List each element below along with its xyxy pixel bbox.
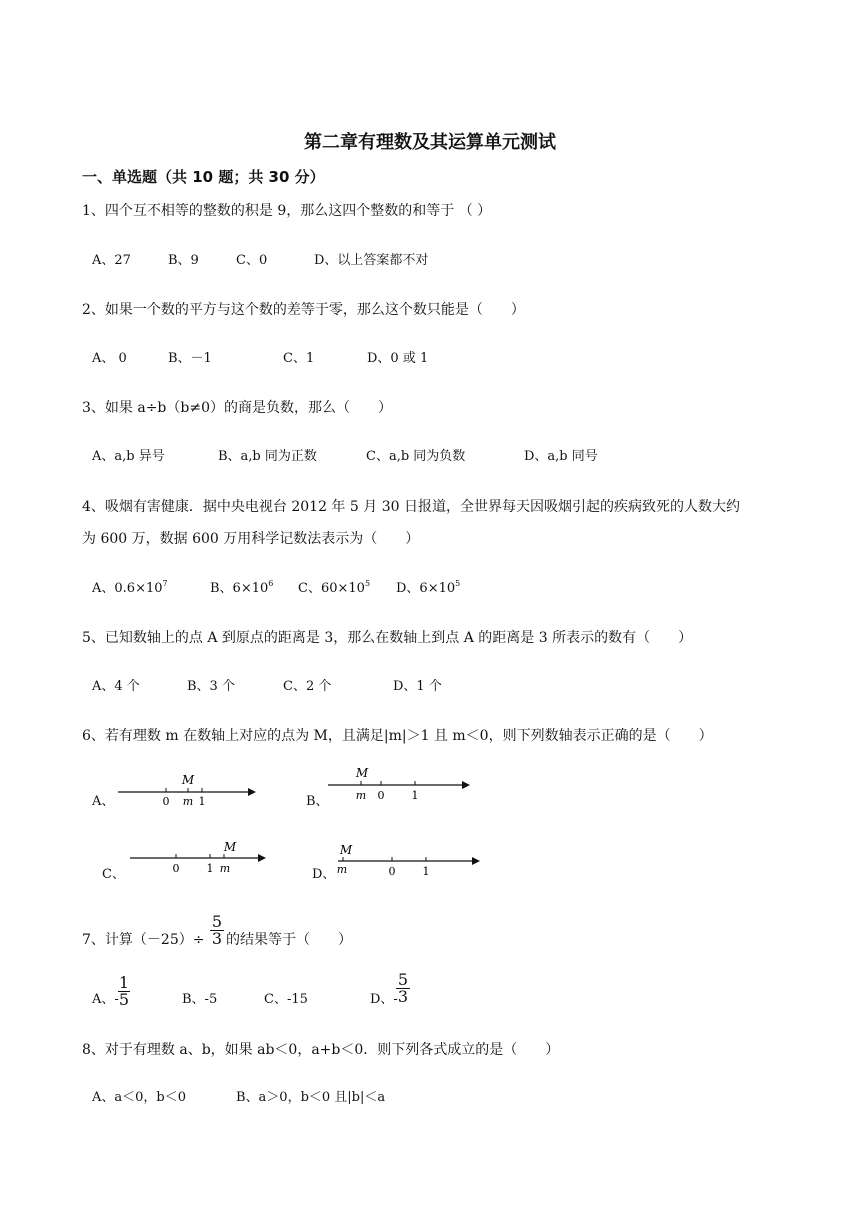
q4-option-a-base: A、0.6×10: [92, 581, 163, 596]
q4-option-d-base: D、6×10: [396, 581, 456, 596]
q6b-zero-label: 0: [377, 789, 385, 802]
q6d-one-label: 1: [422, 865, 430, 878]
q1-option-d[interactable]: D、以上答案都不对: [314, 253, 429, 268]
q7-stem-numerator: 5: [211, 912, 223, 931]
question-2-stem: 2、如果一个数的平方与这个数的差等于零，那么这个数只能是（ ）: [82, 302, 525, 318]
q5-option-b[interactable]: B、3 个: [187, 679, 235, 694]
q7-option-a-label: A、-: [92, 992, 119, 1007]
q1-option-b[interactable]: B、9: [168, 253, 199, 268]
question-5-stem: 5、已知数轴上的点 A 到原点的距离是 3，那么在数轴上到点 A 的距离是 3 所表示的数有（ ）: [82, 630, 693, 646]
q7-option-a[interactable]: [92, 991, 119, 1009]
question-7-stem-pre: 7、计算（－25）÷: [82, 932, 205, 948]
q6c-one-label: 1: [206, 862, 214, 875]
q6-option-d-number-line[interactable]: [336, 838, 486, 878]
q6-option-a-number-line[interactable]: [116, 768, 266, 808]
q6d-point-label: M: [339, 843, 353, 857]
q4-option-b-base: B、6×10: [210, 581, 269, 596]
q7-option-d[interactable]: [370, 991, 398, 1009]
q6a-point-label: M: [181, 773, 195, 787]
q7-option-d-label: D、-: [370, 992, 398, 1007]
q7-option-c[interactable]: C、-15: [264, 992, 308, 1007]
question-4-stem-line-2: 为 600 万，数据 600 万用科学记数法表示为（ ）: [82, 531, 420, 547]
q6a-one-label: 1: [198, 795, 206, 808]
question-1-stem: 1、四个互不相等的整数的积是 9，那么这四个整数的和等于 （ ）: [82, 203, 492, 219]
q7-stem-denominator: 3: [211, 929, 223, 948]
q7-stem-fraction: [210, 912, 224, 948]
q6b-one-label: 1: [411, 789, 419, 802]
q6b-point-label: M: [355, 766, 369, 780]
q8-option-a[interactable]: A、a＜0，b＜0: [92, 1090, 187, 1105]
q6c-zero-label: 0: [172, 862, 180, 875]
q6-option-a-label[interactable]: A、: [92, 794, 115, 809]
q6-option-d-label[interactable]: D、: [312, 867, 336, 882]
q4-option-d[interactable]: [396, 580, 460, 598]
question-4-stem-line-1: 4、吸烟有害健康．据中央电视台 2012 年 5 月 30 日报道，全世界每天因吸烟引起的疾病致死的人数大约: [82, 499, 740, 515]
q2-option-b[interactable]: B、－1: [168, 351, 212, 366]
q3-option-d[interactable]: D、a,b 同号: [524, 449, 598, 464]
question-8-stem: 8、对于有理数 a、b，如果 ab＜0，a+b＜0．则下列各式成立的是（ ）: [82, 1042, 560, 1058]
q1-option-a[interactable]: A、27: [92, 253, 131, 268]
q7-option-d-denominator: 3: [397, 987, 409, 1006]
q6-option-b-number-line[interactable]: [326, 764, 476, 804]
question-3-stem: 3、如果 a÷b（b≠0）的商是负数，那么（ ）: [82, 400, 392, 416]
q7-option-a-denominator: 5: [118, 990, 130, 1009]
q2-option-c[interactable]: C、1: [283, 351, 315, 366]
section-heading: 一、单选题（共 10 题；共 30 分）: [82, 168, 325, 186]
q2-option-a[interactable]: A、 0: [92, 351, 127, 366]
q6a-m-label: m: [182, 795, 194, 808]
question-7-stem-post: 的结果等于（ ）: [226, 932, 352, 948]
q3-option-a[interactable]: A、a,b 异号: [92, 449, 165, 464]
q4-option-c-exponent: 5: [364, 579, 371, 588]
q5-option-a[interactable]: A、4 个: [92, 679, 140, 694]
q7-option-d-numerator: 5: [397, 970, 409, 989]
q6d-m-label: m: [336, 863, 348, 876]
q4-option-a[interactable]: [92, 580, 168, 598]
page-title: 第二章有理数及其运算单元测试: [304, 132, 556, 153]
q6c-point-label: M: [223, 840, 237, 854]
q6d-zero-label: 0: [388, 865, 396, 878]
q6a-zero-label: 0: [162, 795, 170, 808]
q7-option-a-numerator: 1: [118, 973, 130, 992]
q4-option-a-exponent: 7: [162, 579, 168, 588]
q6-option-b-label[interactable]: B、: [306, 794, 329, 809]
q6c-m-label: m: [219, 862, 231, 875]
q7-option-d-fraction: [396, 970, 410, 1006]
q3-option-c[interactable]: C、a,b 同为负数: [366, 449, 466, 464]
q1-option-c[interactable]: C、0: [236, 253, 268, 268]
q8-option-b[interactable]: B、a＞0，b＜0 且|b|＜a: [236, 1090, 386, 1105]
q4-option-d-exponent: 5: [455, 579, 461, 588]
q2-option-d[interactable]: D、0 或 1: [367, 351, 429, 366]
question-6-stem: 6、若有理数 m 在数轴上对应的点为 M，且满足|m|＞1 且 m＜0，则下列数轴表示正确的是（ ）: [82, 728, 713, 744]
q4-option-b[interactable]: [210, 580, 273, 598]
q6-option-c-number-line[interactable]: [128, 838, 278, 878]
q5-option-d[interactable]: D、1 个: [393, 679, 442, 694]
q4-option-c-base: C、60×10: [298, 581, 365, 596]
q7-option-a-fraction: [118, 973, 130, 1009]
q4-option-b-exponent: 6: [268, 579, 274, 588]
q7-option-b[interactable]: B、-5: [182, 992, 218, 1007]
q4-option-c[interactable]: [298, 580, 370, 598]
q6b-m-label: m: [355, 789, 367, 802]
q5-option-c[interactable]: C、2 个: [283, 679, 332, 694]
q6-option-c-label[interactable]: C、: [102, 867, 125, 882]
q3-option-b[interactable]: B、a,b 同为正数: [218, 449, 317, 464]
